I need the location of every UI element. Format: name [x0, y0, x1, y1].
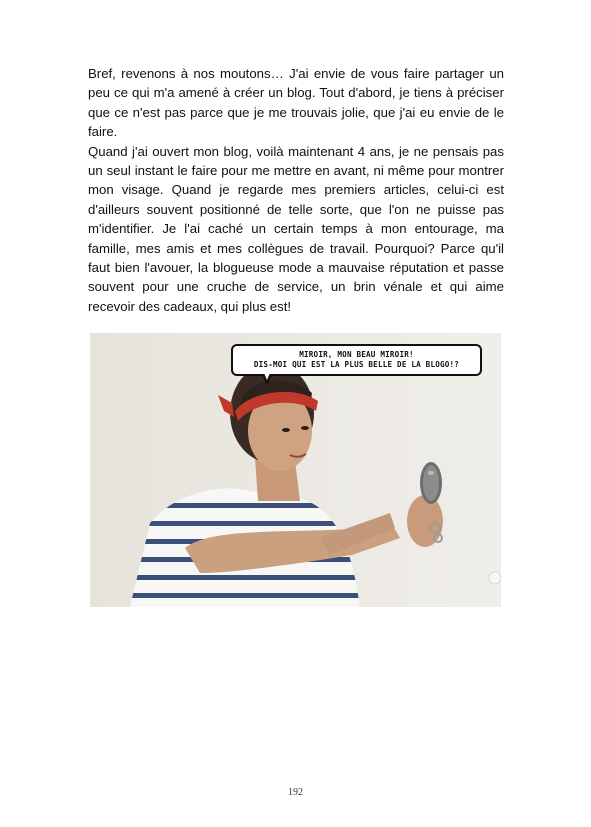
speech-bubble-tail-inner — [264, 373, 270, 380]
paragraph-2: Quand j'ai ouvert mon blog, voilà maintenant 4 ans, je ne pensais pas un seul instant le faire pour me mettre en avant, ni même pour montrer mon visage. Quand je regarde mes premiers articles, celui-ci est d'ailleurs souvent positionné de telle sorte, que l'on ne puisse pas m'identifier. Je l'ai caché un certain temps à mon entourage, ma famille, mes amis et mes collègues de travail. Pourquoi? Parce qu'il faut bien l'avouer, la blogueuse mode a mauvaise réputation et passe souvent pour une cruche de service, un brin vénale et qui aime recevoir des cadeaux, qui plus est! — [88, 143, 504, 314]
speech-bubble — [231, 344, 482, 376]
hand — [407, 495, 443, 547]
photo-woman-with-mirror — [90, 333, 501, 607]
compact-mirror — [420, 462, 442, 504]
paragraph-1: Bref, revenons à nos moutons… J'ai envie de vous faire partager un peu ce qui m'a amené à créer un blog. Tout d'abord, je tiens à préciser que ce n'est pas parce que je me trouvais jolie, que j'ai eu envie de le faire. — [88, 66, 504, 140]
speech-bubble-line-2: DIS-MOI QUI EST LA PLUS BELLE DE LA BLOGO!? — [253, 360, 460, 369]
speech-bubble-line-1: MIROIR, MON BEAU MIROIR! — [299, 350, 414, 359]
page-number: 192 — [288, 787, 303, 798]
body-text — [88, 64, 504, 316]
